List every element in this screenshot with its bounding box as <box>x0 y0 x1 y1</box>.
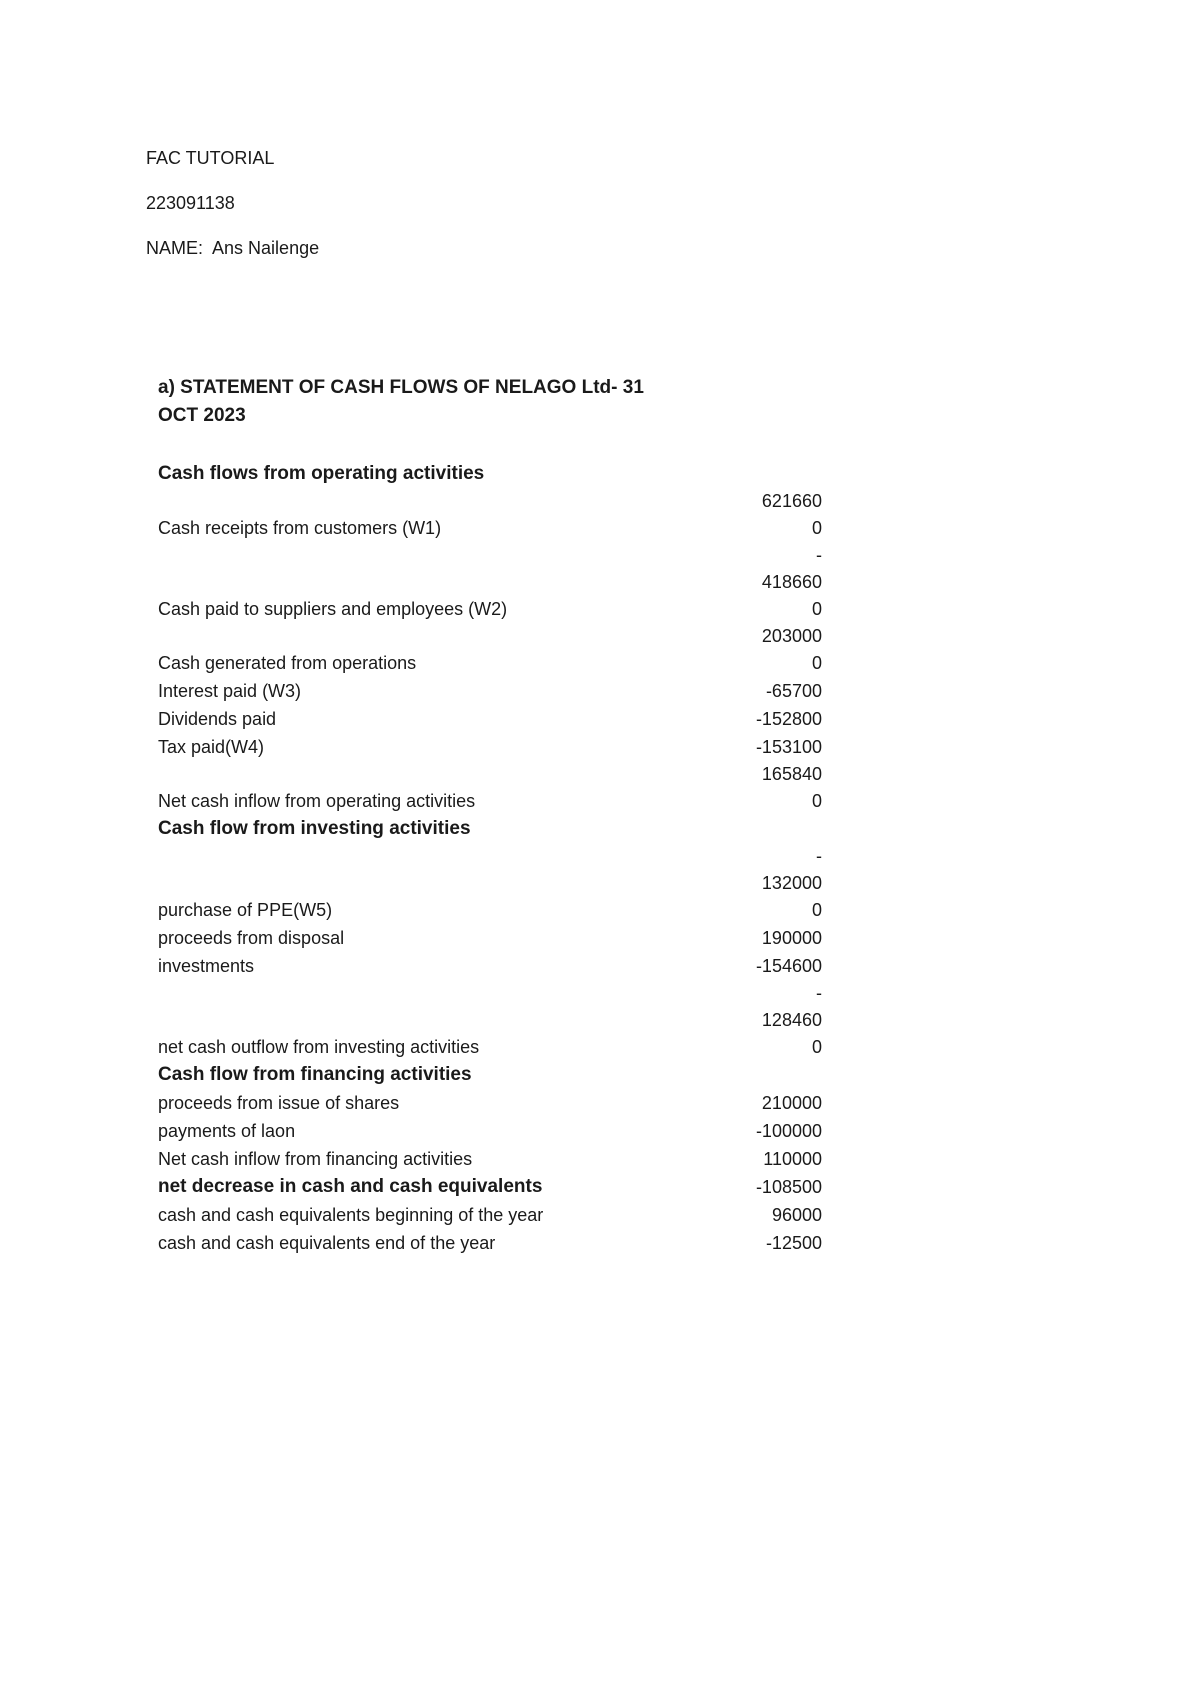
amount-line: 132000 <box>761 873 822 893</box>
row-label: Net cash inflow from financing activities <box>158 1149 473 1169</box>
amount-line: 110000 <box>763 1149 822 1169</box>
course-title: FAC TUTORIAL <box>146 148 275 168</box>
row-label: investments <box>158 956 255 976</box>
investing-rows <box>158 843 822 1061</box>
amount-line: 165840 <box>761 764 822 784</box>
student-name-line <box>146 238 319 258</box>
statement-row <box>158 980 822 1061</box>
row-label: proceeds from disposal <box>158 928 345 948</box>
amount-line: - <box>816 983 822 1003</box>
row-amount <box>702 678 822 705</box>
statement-row <box>158 1229 822 1257</box>
amount-line: 0 <box>811 518 822 538</box>
amount-line: 621660 <box>761 491 822 511</box>
amount-line: 128460 <box>761 1010 822 1030</box>
row-amount <box>702 980 822 1061</box>
row-amount <box>702 1118 822 1145</box>
row-amount <box>702 761 822 815</box>
statement-row <box>158 733 822 761</box>
row-amount <box>702 734 822 761</box>
student-number: 223091138 <box>146 193 235 213</box>
amount-line: 190000 <box>761 928 822 948</box>
row-amount <box>702 623 822 677</box>
financing-heading: Cash flow from financing activities <box>158 1064 472 1085</box>
amount-line: - <box>816 846 822 866</box>
statement-row <box>158 1089 822 1117</box>
row-amount <box>702 706 822 733</box>
statement-row <box>158 705 822 733</box>
row-label: net decrease in cash and cash equivalents <box>158 1176 543 1197</box>
statement-row <box>158 924 822 952</box>
name-label: NAME: <box>146 238 204 258</box>
statement-row <box>158 1173 822 1201</box>
row-amount <box>702 843 822 924</box>
financing-rows <box>158 1089 822 1173</box>
statement-row <box>158 542 822 623</box>
document-header <box>146 148 319 283</box>
row-amount <box>702 542 822 623</box>
row-amount <box>702 1202 822 1229</box>
statement-row <box>158 761 822 815</box>
amount-line: 210000 <box>761 1093 822 1113</box>
row-label: Interest paid (W3) <box>158 681 302 701</box>
amount-line: -100000 <box>755 1121 822 1141</box>
row-label: Cash paid to suppliers and employees (W2) <box>158 599 508 619</box>
statement-row <box>158 1201 822 1229</box>
row-amount <box>702 925 822 952</box>
row-label: Cash receipts from customers (W1) <box>158 518 442 538</box>
amount-line: -154600 <box>755 956 822 976</box>
row-label: proceeds from issue of shares <box>158 1093 400 1113</box>
statement-row <box>158 1117 822 1145</box>
amount-line: 0 <box>811 599 822 619</box>
row-label: Dividends paid <box>158 709 277 729</box>
amount-line: -152800 <box>755 709 822 729</box>
amount-line: -108500 <box>755 1177 822 1197</box>
name-value: Ans Nailenge <box>212 238 320 258</box>
operating-heading: Cash flows from operating activities <box>158 463 485 484</box>
investing-heading: Cash flow from investing activities <box>158 818 471 839</box>
summary-rows <box>158 1173 822 1257</box>
cash-flow-statement <box>158 374 822 1257</box>
statement-row <box>158 623 822 677</box>
row-label: net cash outflow from investing activities <box>158 1037 480 1057</box>
amount-line: -12500 <box>765 1233 822 1253</box>
row-amount <box>702 1146 822 1173</box>
amount-line: 203000 <box>761 626 822 646</box>
row-label: purchase of PPE(W5) <box>158 900 333 920</box>
amount-line: -65700 <box>765 681 822 701</box>
amount-line: 0 <box>811 653 822 673</box>
row-label: Cash generated from operations <box>158 653 417 673</box>
row-label: Net cash inflow from operating activities <box>158 791 476 811</box>
row-label: cash and cash equivalents end of the year <box>158 1233 496 1253</box>
statement-row <box>158 843 822 924</box>
row-amount <box>702 1090 822 1117</box>
amount-line: 0 <box>811 900 822 920</box>
amount-line: 0 <box>811 1037 822 1057</box>
amount-line: 96000 <box>771 1205 822 1225</box>
operating-rows <box>158 488 822 815</box>
statement-row <box>158 488 822 542</box>
row-label: payments of laon <box>158 1121 296 1141</box>
amount-line: 418660 <box>761 572 822 592</box>
amount-line: 0 <box>811 791 822 811</box>
amount-line: -153100 <box>755 737 822 757</box>
row-amount <box>702 1174 822 1201</box>
row-label: Tax paid(W4) <box>158 737 265 757</box>
statement-row <box>158 677 822 705</box>
row-amount <box>702 953 822 980</box>
statement-row <box>158 952 822 980</box>
row-label: cash and cash equivalents beginning of the year <box>158 1205 544 1225</box>
row-amount <box>702 1230 822 1257</box>
statement-row <box>158 1145 822 1173</box>
row-amount <box>702 488 822 542</box>
amount-line: - <box>816 545 822 565</box>
statement-title: a) STATEMENT OF CASH FLOWS OF NELAGO Ltd- 31 OCT 2023 <box>158 377 644 426</box>
